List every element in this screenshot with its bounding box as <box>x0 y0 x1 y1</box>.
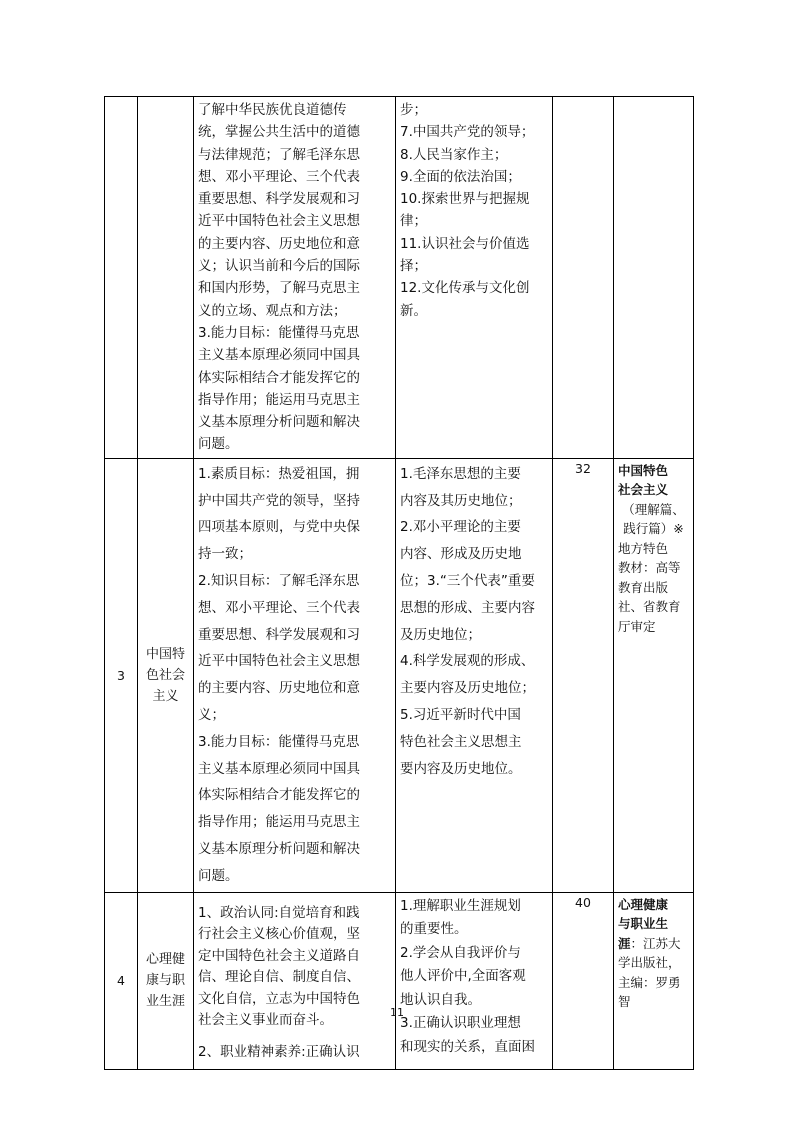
goal-line: 义基本原理分析问题和解决 <box>198 840 360 857</box>
course-hours: 40 <box>553 892 614 1069</box>
goal-line: 问题。 <box>198 867 239 884</box>
goal-line: 护中国共产党的领导，坚持 <box>198 492 360 509</box>
goal-line: 信、理论自信、制度自信、 <box>198 969 360 985</box>
textbook-info <box>614 97 694 459</box>
goal-line: 2、职业精神素养:正确认识 <box>198 1043 360 1060</box>
goal-line: 问题。 <box>198 436 239 453</box>
content-line: 2.邓小平理论的主要 <box>400 519 521 536</box>
goal-line: 定中国特色社会主义道路自 <box>198 947 360 964</box>
goal-line: 想、邓小平理论、三个代表 <box>198 168 360 185</box>
goal-line: 想、邓小平理论、三个代表 <box>198 599 360 616</box>
goal-line: 持一致； <box>198 546 252 563</box>
course-name <box>138 458 194 892</box>
textbook-detail-line: 地方特色 <box>618 540 669 556</box>
textbook-detail-text: ：江苏大 <box>630 935 681 951</box>
course-name-line: 主义 <box>152 688 179 704</box>
content-line: 新。 <box>400 302 427 319</box>
content-line: 7.中国共产党的领导； <box>400 124 535 141</box>
content-line: 1.毛泽东思想的主要 <box>400 465 521 482</box>
goal-line: 文化自信，立志为中国特色 <box>198 990 360 1007</box>
textbook-detail-line: 智 <box>618 994 631 1009</box>
goal-line: 3.能力目标：能懂得马克思 <box>198 733 360 750</box>
goal-line: 重要思想、科学发展观和习 <box>198 191 360 208</box>
course-goals <box>194 458 396 892</box>
textbook-title-line: 心理健康 <box>618 896 669 912</box>
course-name-line: 心理健 <box>145 952 185 967</box>
page-number: 11 <box>390 1006 404 1019</box>
textbook-detail-line: 学出版社， <box>618 955 681 970</box>
textbook-info <box>614 892 694 1069</box>
content-line: 内容、形成及历史地 <box>400 546 522 563</box>
goal-line: 社会主义事业而奋斗。 <box>198 1012 333 1028</box>
table-row <box>105 892 694 1069</box>
goal-line: 和国内形势，了解马克思主 <box>198 280 360 297</box>
textbook-subtitle-line: （理解篇、 <box>622 501 685 517</box>
goal-line: 义；认识当前和今后的国际 <box>198 258 360 275</box>
course-goals <box>194 97 396 459</box>
goal-line: 的主要内容、历史地位和意 <box>198 680 360 697</box>
textbook-subtitle-line: 践行篇）※ <box>623 521 684 537</box>
goal-line: 3.能力目标：能懂得马克思 <box>198 324 360 341</box>
goal-line: 指导作用；能运用马克思主 <box>198 391 360 408</box>
goal-line: 1.素质目标：热爱祖国，拥 <box>198 465 360 482</box>
goal-line: 主义基本原理必须同中国具 <box>198 760 360 777</box>
content-line: 12.文化传承与文化创 <box>400 280 530 297</box>
textbook-detail-line: 教育出版 <box>618 579 669 595</box>
content-line: 2.学会从自我评价与 <box>400 944 521 961</box>
goal-line: 体实际相结合才能发挥它的 <box>198 787 360 804</box>
content-line: 地认识自我。 <box>400 991 481 1008</box>
content-line: 内容及其历史地位； <box>400 492 522 509</box>
curriculum-table <box>104 96 694 1070</box>
goal-line: 四项基本原则，与党中央保 <box>198 519 360 536</box>
goal-line: 主义基本原理必须同中国具 <box>198 347 360 364</box>
course-name <box>138 97 194 459</box>
content-line: 律； <box>400 213 427 230</box>
content-line: 要内容及历史地位。 <box>400 760 522 777</box>
content-line: 1.理解职业生涯规划 <box>400 897 521 914</box>
goal-line: 与法律规范；了解毛泽东思 <box>198 146 360 163</box>
textbook-detail-line: 社、省教育 <box>618 599 681 615</box>
goal-line: 近平中国特色社会主义思想 <box>198 213 360 230</box>
textbook-title-line: 中国特色 <box>618 462 669 478</box>
course-content <box>396 892 553 1069</box>
goal-line: 统，掌握公共生活中的道德 <box>198 124 360 141</box>
course-name <box>138 892 194 1069</box>
content-line: 他人评价中,全面客观 <box>400 968 526 984</box>
content-line: 8.人民当家作主； <box>400 146 508 163</box>
course-name-line: 业生涯 <box>145 994 185 1009</box>
course-hours <box>553 97 614 459</box>
goal-line: 义基本原理分析问题和解决 <box>198 414 360 431</box>
goal-line: 1、政治认同:自觉培育和践 <box>198 904 360 921</box>
content-line: 主要内容及历史地位； <box>400 680 535 697</box>
content-line: 择； <box>400 258 427 275</box>
row-number <box>105 97 138 459</box>
course-content <box>396 458 553 892</box>
goal-line: 2.知识目标：了解毛泽东思 <box>198 572 360 589</box>
textbook-detail-line: 教材：高等 <box>618 560 681 576</box>
textbook-detail-line: 厅审定 <box>618 618 656 634</box>
course-name-line: 中国特 <box>145 646 185 662</box>
content-line: 步； <box>400 102 427 118</box>
course-content <box>396 97 553 459</box>
row-number: 3 <box>105 458 138 892</box>
table-row <box>105 97 694 459</box>
row-number: 4 <box>105 892 138 1069</box>
content-line: 3.正确认识职业理想 <box>400 1015 521 1031</box>
course-name-line: 色社会 <box>145 667 185 683</box>
content-line: 5.习近平新时代中国 <box>400 706 521 723</box>
content-line: 及历史地位； <box>400 626 481 643</box>
content-line: 思想的形成、主要内容 <box>400 599 535 616</box>
textbook-detail-line: 主编：罗勇 <box>618 974 681 990</box>
goal-line: 义； <box>198 706 225 723</box>
content-line: 4.科学发展观的形成、 <box>400 653 535 670</box>
goal-line: 近平中国特色社会主义思想 <box>198 653 360 670</box>
goal-line: 体实际相结合才能发挥它的 <box>198 369 360 386</box>
table-row <box>105 458 694 892</box>
goal-line: 行社会主义核心价值观，坚 <box>198 926 360 942</box>
goal-line: 义的立场、观点和方法； <box>198 302 347 319</box>
course-goals <box>194 892 396 1069</box>
content-line: 位；3.“三个代表”重要 <box>400 572 535 589</box>
textbook-title-line: 与职业生 <box>618 916 669 931</box>
goal-line: 的主要内容、历史地位和意 <box>198 235 360 252</box>
content-line: 11.认识社会与价值选 <box>400 235 530 252</box>
content-line: 特色社会主义思想主 <box>400 733 522 750</box>
goal-line: 指导作用；能运用马克思主 <box>198 814 360 831</box>
textbook-title-line: 社会主义 <box>618 482 669 498</box>
textbook-info <box>614 458 694 892</box>
paragraph-gap <box>198 1032 391 1042</box>
goal-line: 了解中华民族优良道德传 <box>198 102 347 118</box>
textbook-detail-line <box>618 934 689 954</box>
course-name-line: 康与职 <box>145 973 185 988</box>
content-line: 的重要性。 <box>400 921 468 937</box>
content-line: 9.全面的依法治国； <box>400 168 521 185</box>
content-line: 10.探索世界与把握规 <box>400 191 530 208</box>
goal-line: 重要思想、科学发展观和习 <box>198 626 360 643</box>
content-line: 和现实的关系，直面困 <box>400 1038 535 1055</box>
textbook-title-end: 涯 <box>618 935 631 951</box>
course-hours: 32 <box>553 458 614 892</box>
